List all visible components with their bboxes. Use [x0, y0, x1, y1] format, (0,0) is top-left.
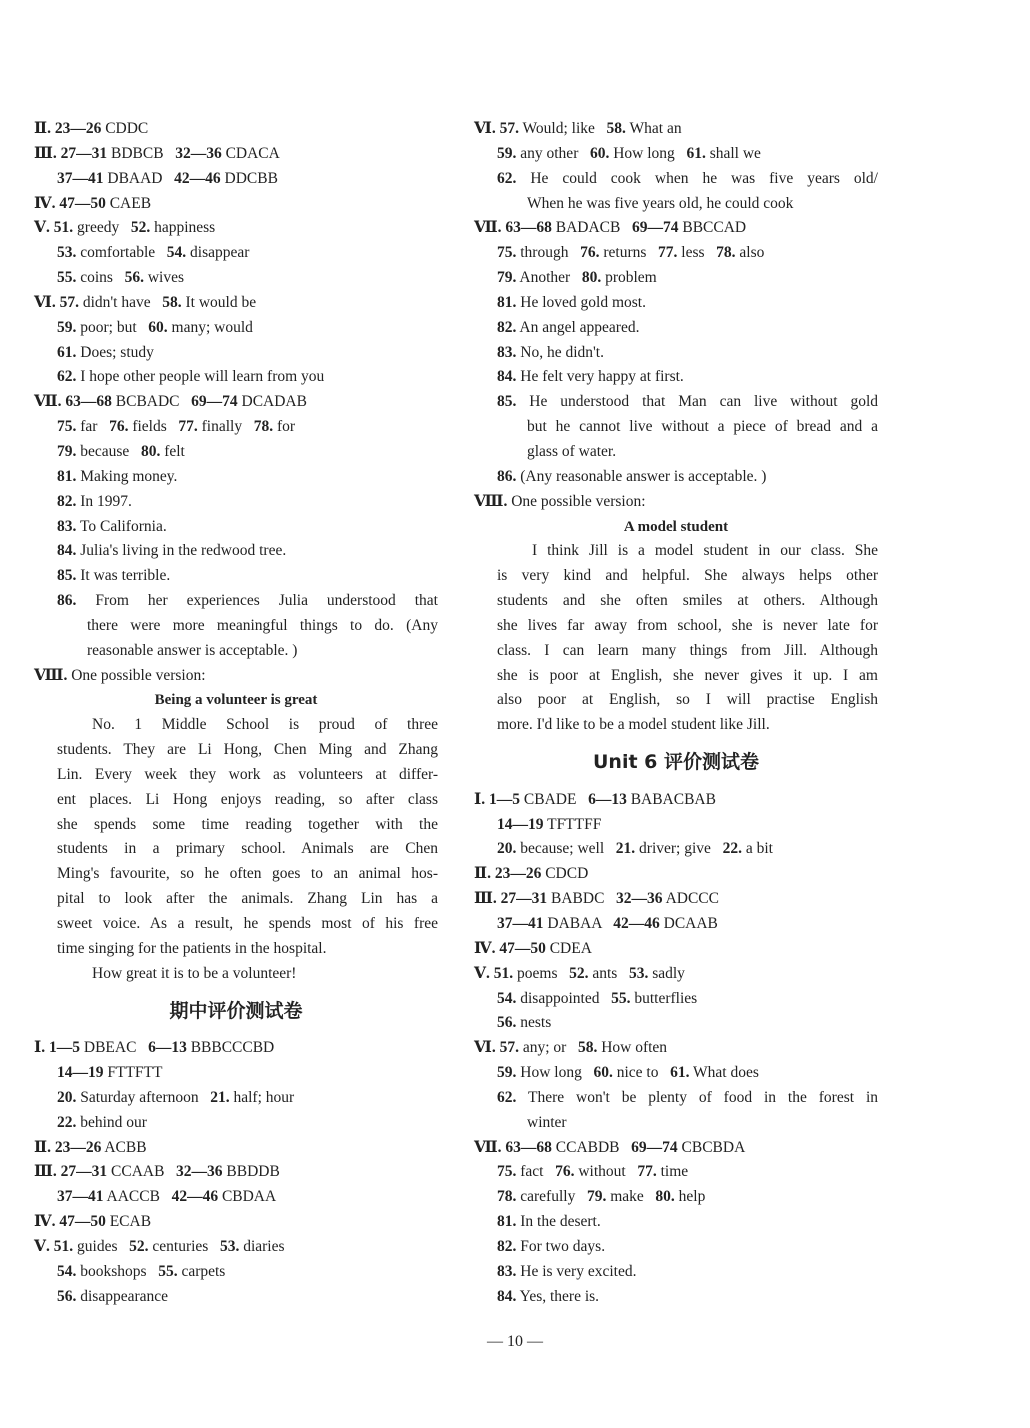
answer-line: time singing for the patients in the hospital.	[57, 939, 327, 957]
essay-title: A model student	[623, 518, 729, 535]
answer-line: Ⅱ. 23—26 CDCD	[474, 865, 589, 883]
answer-line: Ⅳ. 47—50 ECAB	[34, 1213, 152, 1231]
answer-line: 37—41 DBAAD 42—46 DDCBB	[57, 169, 278, 187]
answer-line: 85. It was terrible.	[57, 567, 171, 585]
answer-line: 75. fact 76. without 77. time	[497, 1163, 689, 1181]
answer-line: 61. Does; study	[57, 343, 154, 361]
answer-line: 82. An angel appeared.	[497, 318, 640, 336]
answer-line: Ⅲ. 27—31 CCAAB 32—36 BBDDB	[34, 1163, 280, 1181]
answer-line: 83. To California.	[57, 517, 167, 535]
answer-line: 75. far 76. fields 77. finally 78. for	[57, 418, 296, 436]
answer-line: Ⅷ. One possible version:	[474, 492, 646, 510]
answer-line: 59. How long 60. nice to 61. What does	[497, 1064, 759, 1082]
answer-line: Ⅲ. 27—31 BDBCB 32—36 CDACA	[34, 144, 280, 162]
answer-line: 14—19 FTTFTT	[57, 1064, 163, 1082]
answer-line: she is poor at English, she never gives it up. I am	[497, 666, 878, 684]
answer-line: 53. comfortable 54. disappear	[57, 244, 250, 262]
answer-line: glass of water.	[527, 442, 617, 460]
section-heading: 期中评价测试卷	[169, 999, 303, 1022]
answer-line: No. 1 Middle School is proud of three	[92, 716, 438, 734]
answer-line: class. I can learn many things from Jill. Although	[497, 641, 878, 659]
answer-line: 83. No, he didn't.	[497, 343, 604, 361]
answer-line: 81. Making money.	[57, 467, 178, 485]
answer-line: 79. Another 80. problem	[497, 269, 657, 287]
answer-line: 62. I hope other people will learn from you	[57, 368, 325, 386]
answer-line: 20. because; well 21. driver; give 22. a bit	[497, 840, 773, 858]
answer-line: sweet voice. As a result, he spends most of his free	[57, 915, 438, 932]
answer-line: ent places. Li Hong enjoys reading, so after class	[57, 790, 438, 808]
answer-line: 86. From her experiences Julia understood that	[57, 592, 438, 610]
answer-line: 54. bookshops 55. carpets	[57, 1262, 226, 1280]
answer-line: Ⅶ. 63—68 CCABDB 69—74 CBCBDA	[474, 1138, 746, 1156]
answer-line: 55. coins 56. wives	[57, 269, 185, 287]
answer-line: is very kind and helpful. She always helps other	[497, 567, 878, 585]
answer-line: 75. through 76. returns 77. less 78. also	[497, 244, 765, 262]
answer-line: Ⅶ. 63—68 BCBADC 69—74 DCADAB	[34, 393, 307, 411]
answer-line: 14—19 TFTTFF	[497, 815, 602, 833]
answer-line: 37—41 DABAA 42—46 DCAAB	[497, 915, 718, 932]
answer-line: 22. behind our	[57, 1113, 147, 1131]
answer-line: Ⅵ. 57. any; or 58. How often	[474, 1039, 668, 1057]
answer-line: 37—41 AACCB 42—46 CBDAA	[57, 1188, 277, 1206]
answer-line: she spends some time reading together with the	[57, 815, 438, 833]
answer-line: there were more meaningful things to do. (Any	[87, 616, 438, 634]
essay-title: Being a volunteer is great	[154, 692, 318, 709]
answer-line: she lives far away from school, she is never late for	[497, 616, 878, 634]
answer-line: 84. He felt very happy at first.	[497, 368, 684, 386]
answer-line: Ⅶ. 63—68 BADACB 69—74 BBCCAD	[474, 219, 747, 237]
answer-line: 79. because 80. felt	[57, 442, 185, 460]
answer-line: I think Jill is a model student in our class. She	[532, 542, 878, 560]
answer-line: 86. (Any reasonable answer is acceptable. )	[497, 467, 767, 485]
answer-line: 85. He understood that Man can live without gold	[497, 393, 878, 411]
answer-line: Ⅱ. 23—26 ACBB	[34, 1138, 147, 1156]
answer-line: 83. He is very excited.	[497, 1262, 637, 1280]
answer-line: more. I'd like to be a model student like Jill.	[497, 716, 770, 734]
answer-line: 54. disappointed 55. butterflies	[497, 989, 698, 1007]
answer-line: also poor at English, so I will practise English	[497, 691, 878, 709]
answer-line: 59. any other 60. How long 61. shall we	[497, 144, 761, 162]
answer-line: but he cannot live without a piece of bread and a	[527, 418, 878, 436]
answer-line: Ⅴ. 51. greedy 52. happiness	[34, 219, 216, 237]
answer-line: 62. There won't be plenty of food in the forest in	[497, 1088, 878, 1106]
answer-line: Ⅵ. 57. didn't have 58. It would be	[34, 293, 257, 311]
answer-line: 78. carefully 79. make 80. help	[497, 1188, 706, 1206]
answer-line: 59. poor; but 60. many; would	[57, 318, 253, 336]
answer-line: 56. disappearance	[57, 1287, 169, 1305]
answer-line: students and she often smiles at others. Although	[497, 592, 878, 610]
answer-line: students in a primary school. Animals are Chen	[57, 840, 438, 858]
answer-line: Ⅱ. 23—26 CDDC	[34, 120, 149, 137]
answer-line: reasonable answer is acceptable. )	[87, 641, 298, 659]
answer-line: Ⅳ. 47—50 CAEB	[34, 194, 152, 212]
answer-line: Ⅰ. 1—5 DBEAC 6—13 BBBCCCBD	[34, 1039, 275, 1057]
right-answer-column	[474, 117, 878, 1310]
answer-line: Ⅳ. 47—50 CDEA	[474, 939, 592, 957]
answer-line: 82. For two days.	[497, 1237, 606, 1255]
answer-line: Ⅷ. One possible version:	[34, 666, 206, 684]
answer-line: Ⅴ. 51. poems 52. ants 53. sadly	[474, 964, 685, 982]
answer-line: 84. Yes, there is.	[497, 1287, 600, 1305]
left-answer-column	[34, 117, 438, 1310]
answer-line: Ⅴ. 51. guides 52. centuries 53. diaries	[34, 1237, 285, 1255]
answer-line: 81. He loved gold most.	[497, 293, 646, 311]
answer-line: winter	[527, 1113, 567, 1131]
answer-line: 20. Saturday afternoon 21. half; hour	[57, 1088, 295, 1106]
answer-line: 82. In 1997.	[57, 492, 132, 510]
answer-line: When he was five years old, he could cook	[527, 194, 794, 212]
answer-line: How great it is to be a volunteer!	[92, 964, 297, 982]
answer-line: 56. nests	[497, 1014, 552, 1032]
section-heading: Unit 6 评价测试卷	[593, 751, 759, 774]
answer-line: students. They are Li Hong, Chen Ming and Zhang	[57, 741, 438, 759]
answer-line: 81. In the desert.	[497, 1213, 601, 1231]
answer-line: Ⅲ. 27—31 BABDC 32—36 ADCCC	[474, 890, 719, 908]
answer-line: Ming's favourite, so he often goes to an animal hos-	[57, 865, 438, 883]
page-number: — 10 —	[487, 1333, 543, 1350]
answer-line: Lin. Every week they work as volunteers at differ-	[57, 765, 438, 783]
answer-line: Ⅵ. 57. Would; like 58. What an	[474, 120, 682, 137]
answer-line: 84. Julia's living in the redwood tree.	[57, 542, 287, 560]
answer-line: 62. He could cook when he was five years old/	[497, 169, 878, 187]
answer-line: pital to look after the animals. Zhang Lin has a	[57, 890, 438, 908]
answer-line: Ⅰ. 1—5 CBADE 6—13 BABACBAB	[474, 790, 716, 808]
